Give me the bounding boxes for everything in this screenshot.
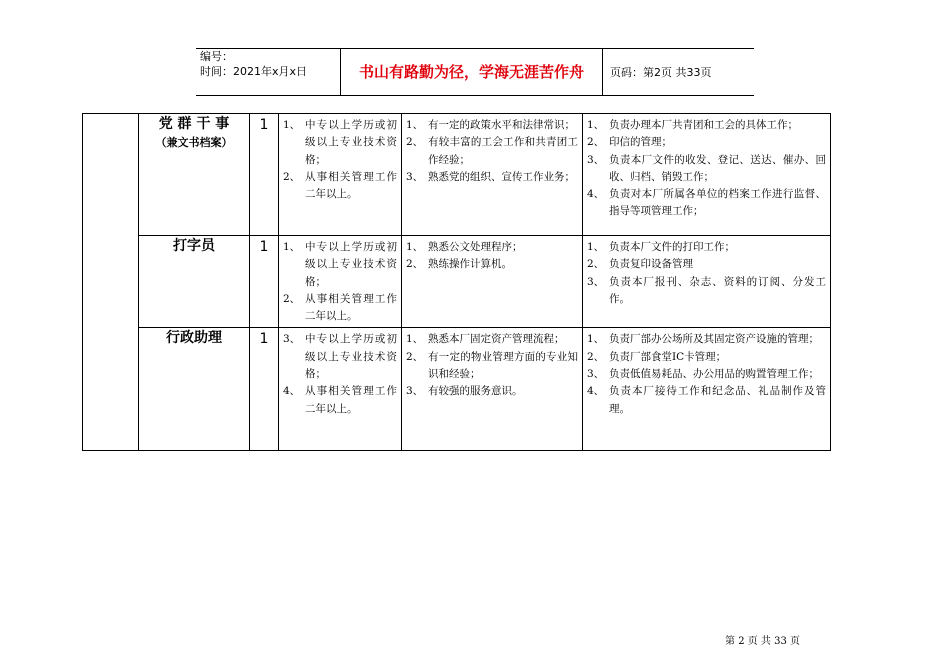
skills-list [402, 328, 582, 402]
item-number: 4、 [587, 188, 605, 201]
qualifications-list [279, 328, 401, 419]
item-text: 熟练操作计算机。 [428, 258, 512, 271]
item-number: 1、 [406, 119, 424, 131]
item-text: 负责办理本厂共青团和工会的具体工作； [609, 119, 798, 131]
time-label: 时间：2021年x月x日 [200, 65, 308, 78]
list-item [283, 331, 397, 383]
item-text: 负责复印设备管理 [609, 258, 693, 271]
headcount: 1 [259, 239, 269, 255]
item-text: 负责厂部食堂IC卡管理； [609, 350, 727, 363]
item-text: 负责对本厂所属各单位的档案工作进行监督、指导等项管理工作； [609, 188, 826, 218]
item-number: 2、 [587, 258, 605, 271]
item-text: 负责本厂接待工作和纪念品、礼品制作及管理。 [609, 385, 826, 415]
item-text: 中专以上学历或初级以上专业技术资格； [305, 241, 397, 288]
table-row [83, 328, 831, 451]
header-top-rule [196, 48, 754, 49]
table-row [83, 114, 831, 236]
item-number: 3、 [587, 275, 605, 288]
item-text: 从事相关管理工作二年以上。 [305, 292, 397, 323]
item-text: 有较强的服务意识。 [428, 385, 523, 398]
serial-label: 编号： [200, 50, 233, 63]
list-item [283, 291, 397, 326]
table-body [83, 114, 831, 451]
item-text: 有较丰富的工会工作和共青团工作经验； [428, 136, 578, 166]
table-row [83, 236, 831, 328]
item-number: 2、 [587, 136, 605, 149]
qualifications-cell [279, 328, 402, 451]
list-item [406, 331, 578, 348]
list-item [406, 134, 578, 169]
skills-cell [402, 328, 583, 451]
item-number: 1、 [283, 119, 301, 131]
count-cell [250, 236, 279, 328]
item-text: 从事相关管理工作二年以上。 [305, 170, 397, 201]
duties-list [583, 114, 830, 223]
qualifications-list [279, 114, 401, 205]
position-title: 打字员 [173, 238, 215, 254]
duties-cell [583, 114, 831, 236]
item-number: 3、 [283, 333, 301, 346]
qualifications-list [279, 236, 401, 327]
item-number: 3、 [587, 153, 605, 166]
headcount: 1 [259, 331, 269, 348]
item-text: 中专以上学历或初级以上专业技术资格； [305, 119, 397, 166]
item-text: 负责本厂文件的打印工作； [609, 241, 735, 253]
count-cell [250, 328, 279, 451]
headcount: 1 [259, 117, 269, 133]
duties-list [583, 236, 830, 310]
item-number: 2、 [406, 136, 424, 149]
item-text: 中专以上学历或初级以上专业技术资格； [305, 333, 397, 381]
item-text: 熟悉本厂固定资产管理流程； [428, 333, 565, 346]
motto: 书山有路勤为径，学海无涯苦作舟 [358, 63, 584, 81]
item-number: 3、 [406, 385, 424, 398]
item-text: 负责本厂报刊、杂志、资料的订阅、分发工作。 [609, 275, 826, 305]
item-number: 2、 [406, 350, 424, 363]
list-item [587, 383, 826, 418]
list-item [406, 169, 578, 186]
item-text: 熟悉公文处理程序； [428, 241, 523, 253]
page-label: 页码：第2页 共33页 [610, 66, 712, 79]
item-number: 1、 [283, 241, 301, 253]
list-item [406, 349, 578, 384]
item-number: 2、 [406, 258, 424, 271]
duties-cell [583, 236, 831, 328]
item-number: 2、 [587, 350, 605, 363]
duties-cell [583, 328, 831, 451]
item-number: 4、 [283, 385, 301, 398]
list-item [587, 186, 826, 221]
page-footer: 第 2 页 共 33 页 [725, 636, 800, 647]
list-item [406, 383, 578, 400]
list-item [406, 256, 578, 273]
header-divider [602, 48, 603, 95]
list-item [283, 239, 397, 291]
item-text: 有一定的政策水平和法律常识； [428, 119, 575, 131]
qualifications-cell [279, 114, 402, 236]
item-number: 1、 [406, 333, 424, 346]
header-bottom-rule [196, 95, 754, 96]
position-cell [139, 236, 250, 328]
list-item [406, 239, 578, 256]
item-text: 印信的管理； [609, 136, 672, 149]
item-text: 熟悉党的组织、宣传工作业务； [428, 170, 575, 183]
item-number: 2、 [283, 170, 301, 183]
item-number: 2、 [283, 292, 301, 305]
list-item [587, 274, 826, 309]
department-cell [83, 114, 139, 451]
list-item [283, 117, 397, 169]
duties-list [583, 328, 830, 419]
item-text: 负责低值易耗品、办公用品的购置管理工作； [609, 368, 819, 381]
position-cell [139, 114, 250, 236]
item-number: 1、 [587, 333, 605, 346]
item-number: 3、 [406, 170, 424, 183]
position-subtitle: （兼文书档案） [155, 136, 233, 149]
list-item [587, 134, 826, 151]
position-table [82, 113, 831, 451]
item-number: 3、 [587, 368, 605, 381]
list-item [587, 239, 826, 256]
item-number: 1、 [587, 241, 605, 253]
skills-cell [402, 114, 583, 236]
item-text: 从事相关管理工作二年以上。 [305, 385, 397, 415]
qualifications-cell [279, 236, 402, 328]
item-number: 4、 [587, 385, 605, 398]
item-number: 1、 [406, 241, 424, 253]
skills-list [402, 236, 582, 276]
list-item [587, 349, 826, 366]
position-title: 行政助理 [166, 330, 222, 347]
list-item [587, 256, 826, 273]
position-title: 党 群 干 事 [158, 116, 230, 132]
position-cell [139, 328, 250, 451]
list-item [283, 169, 397, 204]
item-text: 负责本厂文件的收发、登记、送达、催办、回收、归档、销毁工作； [609, 153, 826, 183]
list-item [587, 152, 826, 187]
list-item [587, 366, 826, 383]
list-item [283, 383, 397, 418]
item-text: 负责厂部办公场所及其固定资产设施的管理； [609, 333, 819, 346]
list-item [406, 117, 578, 134]
skills-cell [402, 236, 583, 328]
item-number: 1、 [587, 119, 605, 131]
count-cell [250, 114, 279, 236]
skills-list [402, 114, 582, 188]
item-text: 有一定的物业管理方面的专业知识和经验； [428, 350, 578, 381]
list-item [587, 331, 826, 348]
list-item [587, 117, 826, 134]
